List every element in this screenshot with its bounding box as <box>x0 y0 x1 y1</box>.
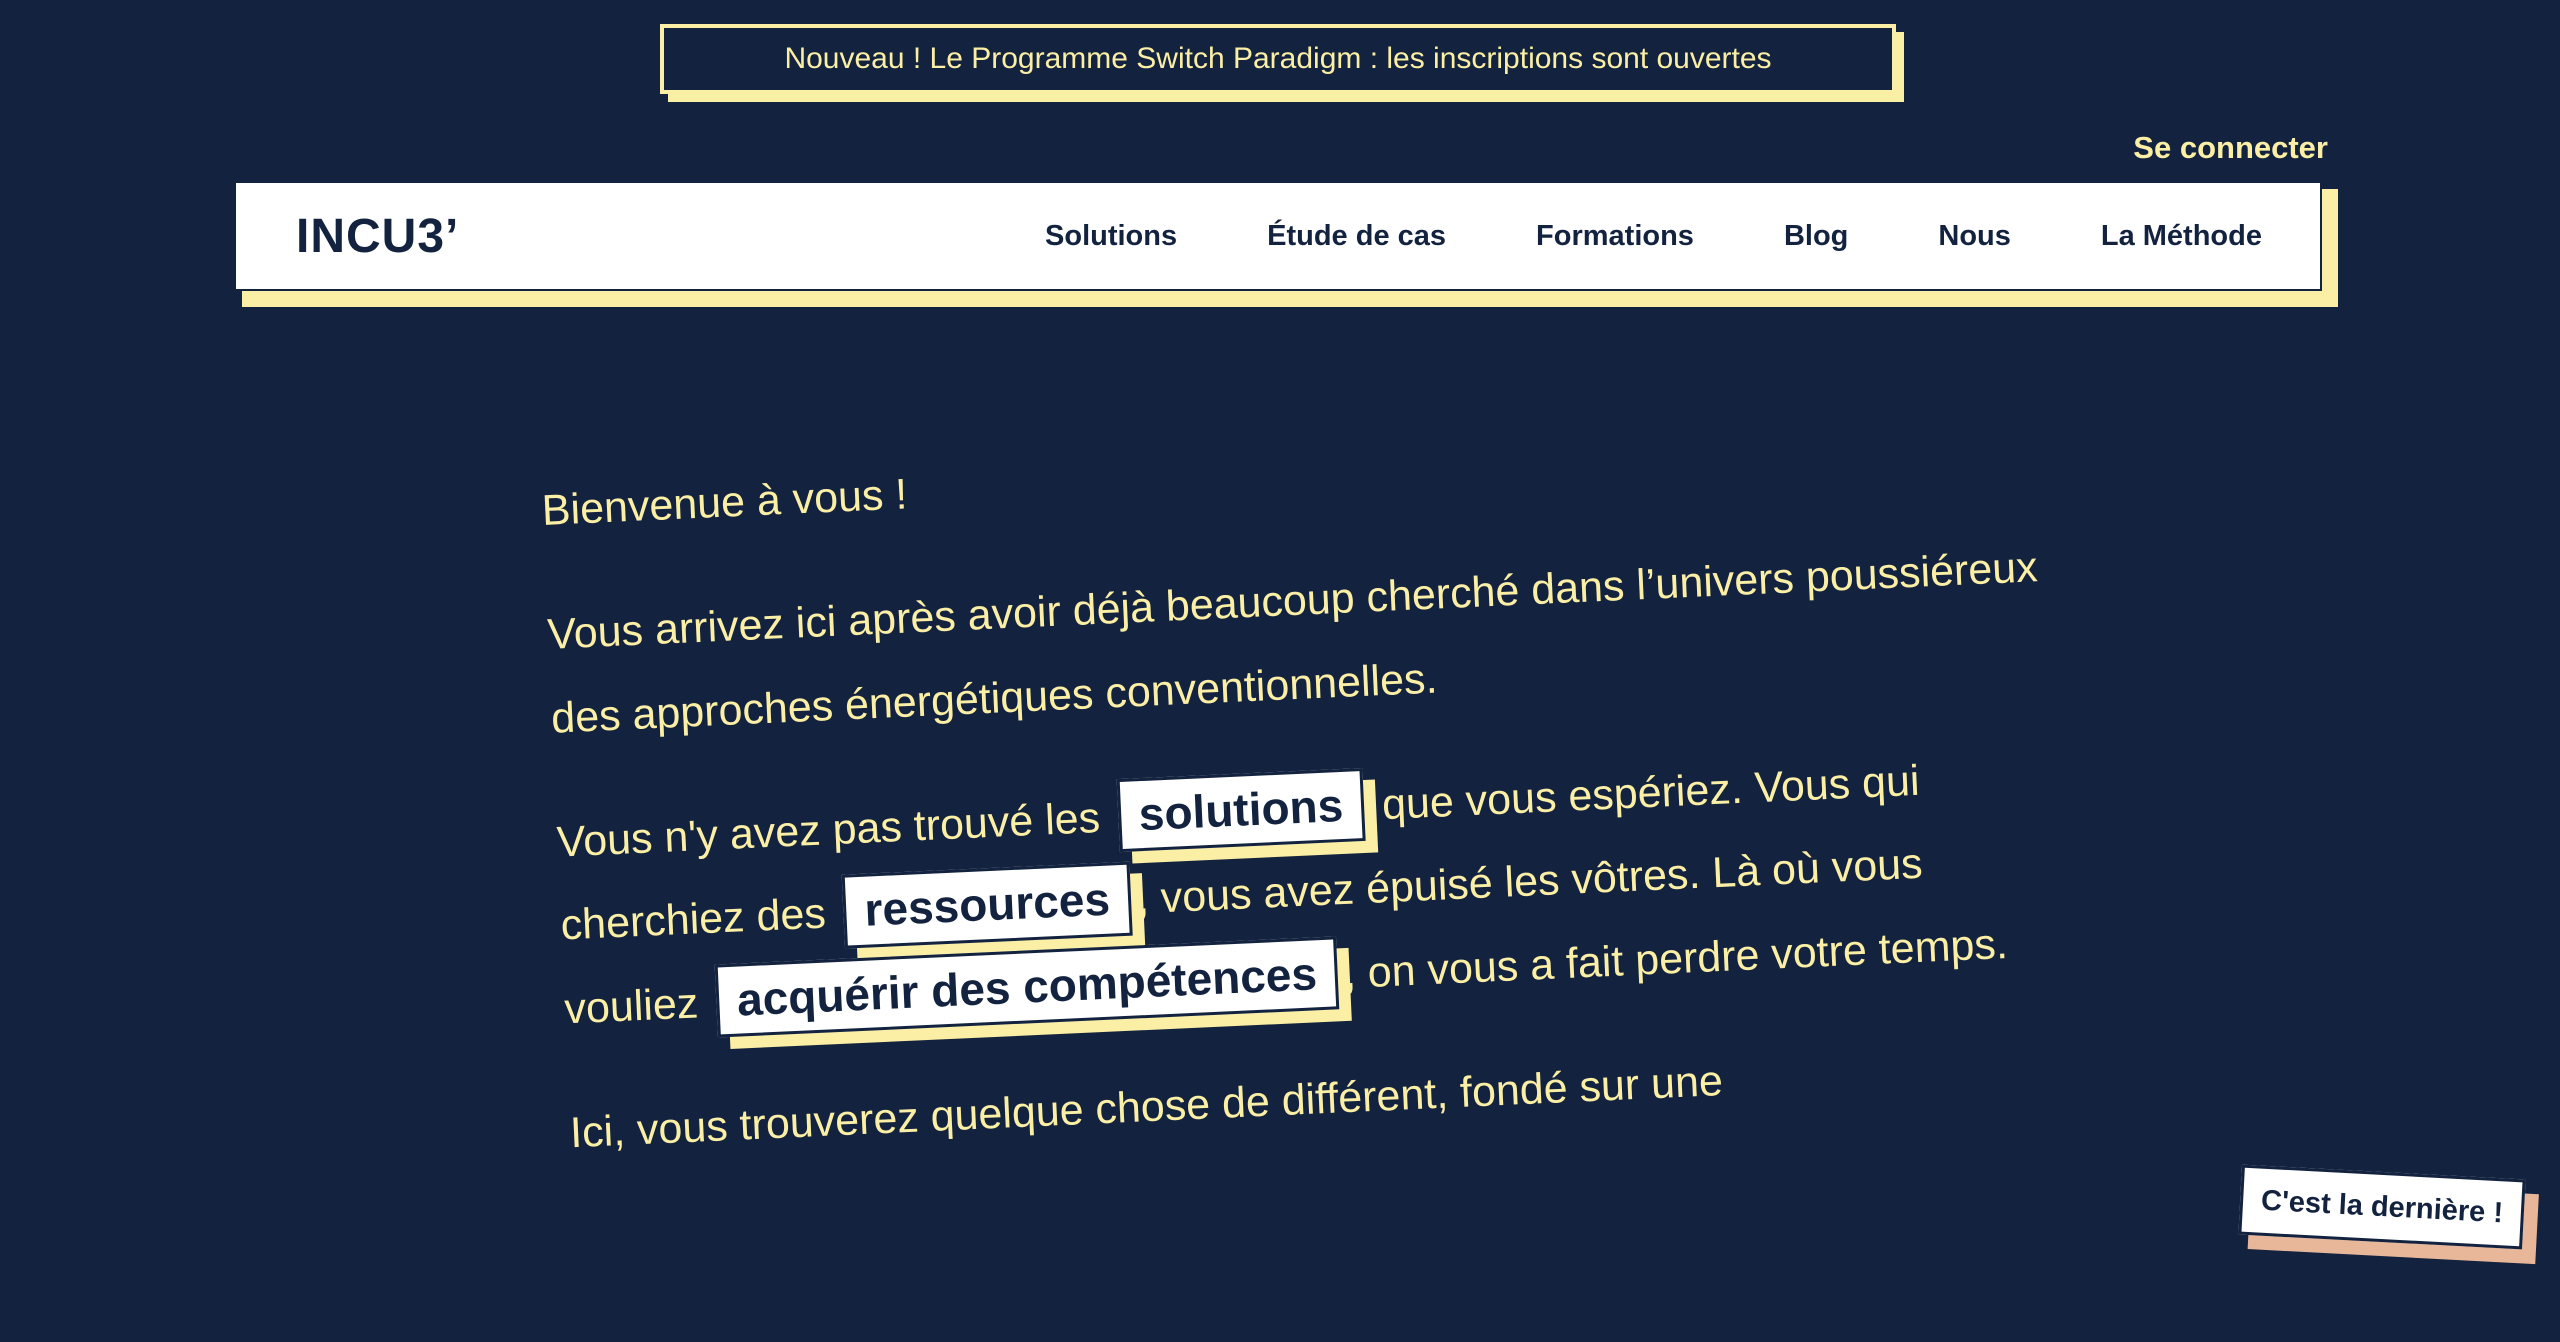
menu-item-formations[interactable]: Formations <box>1536 219 1694 252</box>
paragraph-2 <box>555 733 2065 1052</box>
paragraph-2-part-2: que vous espériez. Vous qui cherchiez des <box>559 756 1921 950</box>
floating-cta[interactable] <box>2238 1165 2525 1250</box>
paragraph-2-part-1: Vous n'y avez pas trouvé les <box>555 793 1102 867</box>
menu-item-etude-de-cas[interactable]: Étude de cas <box>1267 219 1447 252</box>
menu-item-solutions[interactable]: Solutions <box>1045 219 1178 252</box>
login-link[interactable]: Se connecter <box>2133 130 2328 165</box>
highlight-competences: acquérir des compétences <box>714 937 1339 1038</box>
menu-item-blog[interactable]: Blog <box>1783 219 1849 252</box>
greeting: Bienvenue à vous ! <box>540 470 909 535</box>
menu-item-la-methode[interactable]: La Méthode <box>2100 219 2262 252</box>
highlight-solutions: solutions <box>1116 768 1366 852</box>
highlight-ressources: ressources <box>842 862 1133 948</box>
announcement-text[interactable]: Nouveau ! Le Programme Switch Paradigm : les inscriptions sont ouvertes <box>660 24 1896 94</box>
main-menu <box>1000 220 2262 253</box>
paragraph-1: Vous arrivez ici après avoir déjà beaucoup cherché dans l’univers poussiéreux des approches énergétiques conventionnelles. <box>546 543 2039 743</box>
menu-item-nous[interactable]: Nous <box>1938 219 2011 252</box>
floating-cta-button[interactable]: C'est la dernière ! <box>2238 1165 2525 1250</box>
paragraph-2-part-4: , on vous a fait perdre votre temps. <box>1342 920 2009 999</box>
paragraph-3: Ici, vous trouverez quelque chose de différent, fondé sur une <box>569 1057 1724 1158</box>
navbar <box>234 181 2322 291</box>
paragraph-2-part-3: , vous avez épuisé les vôtres. Là où vous vouliez <box>563 840 1924 1034</box>
announcement-banner[interactable] <box>660 24 1896 94</box>
intro-text <box>540 402 2072 1216</box>
logo[interactable]: INCU3’ <box>296 209 460 263</box>
navbar-panel <box>234 181 2322 291</box>
